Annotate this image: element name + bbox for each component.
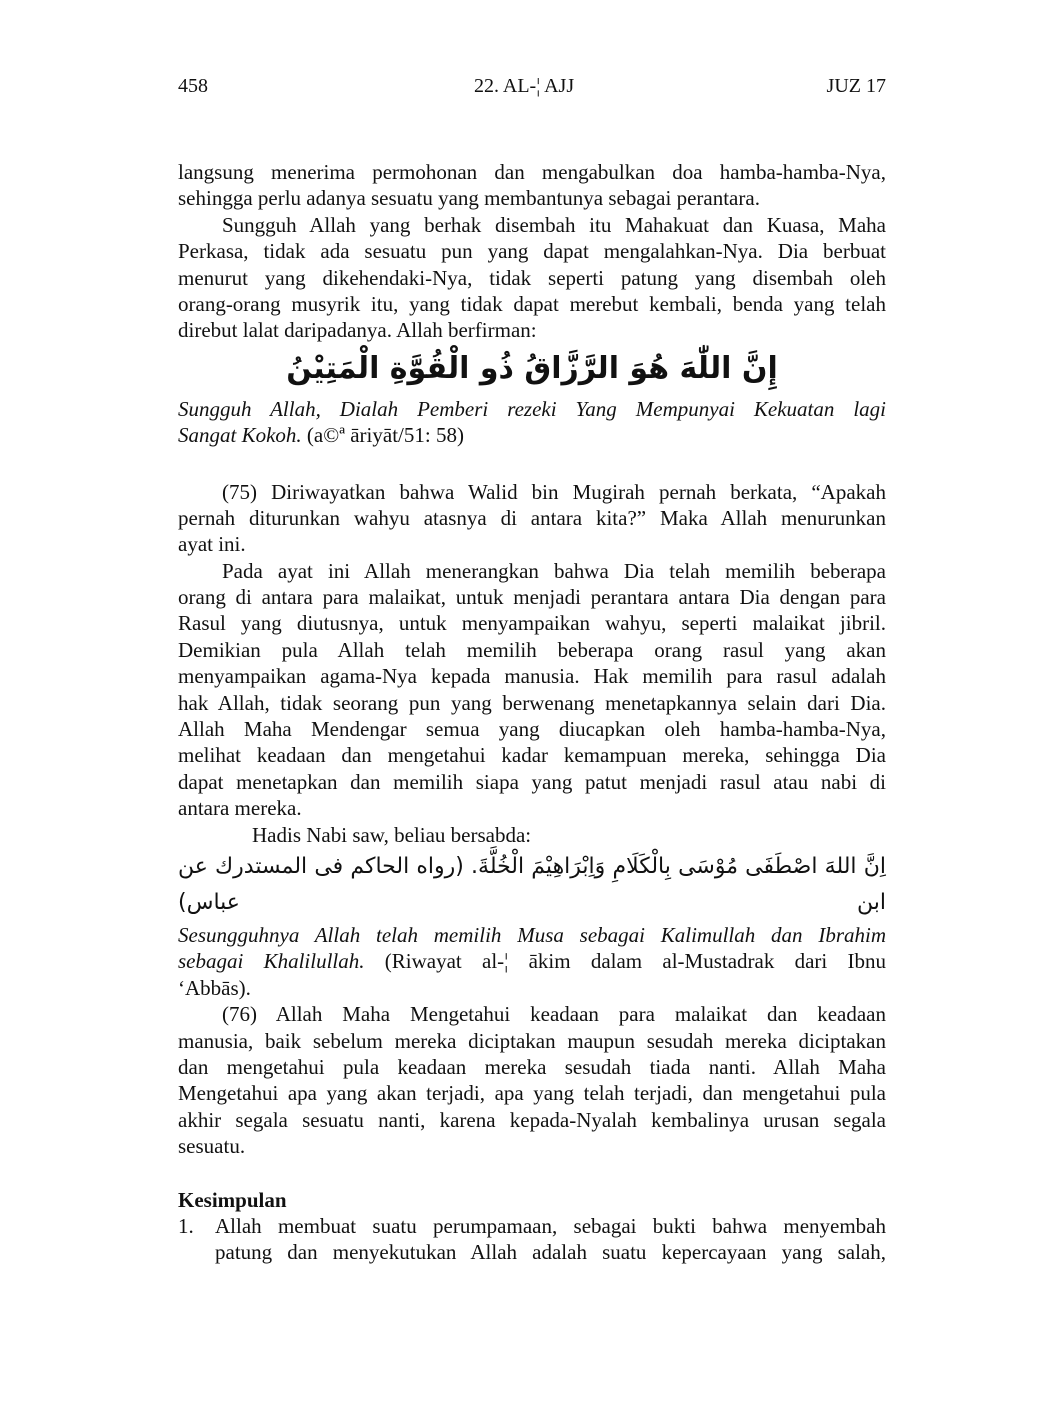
paragraph [178,212,886,344]
text-line: akhir segala sesuatu nanti, karena kepada-Nyalah kembalinya urusan segala [178,1107,886,1132]
section-heading: Kesimpulan [178,1187,287,1212]
text-line: menurut yang dikehendaki-Nya, tidak seperti patung yang disembah oleh [178,265,886,290]
text-line: Perkasa, tidak ada sesuatu pun yang dapat mengalahkan-Nya. Dia berbuat [178,239,886,264]
text-line [178,948,886,974]
verse-reference: (a©ª āriyāt/51: 58) [301,423,464,448]
list-item-text [215,1213,886,1266]
list-item [178,1213,886,1266]
text-line: menyampaikan agama-Nya kepada manusia. Hak memilih para rasul adalah [178,664,886,689]
text-line: Rasul yang diutusnya, untuk menyampaikan wahyu, seperti malaikat jibril. [178,611,886,636]
paragraph [178,159,886,212]
text-line: Allah Maha Mendengar semua yang diucapkan oleh hamba-hamba-Nya, [178,717,886,742]
paragraph [178,479,886,558]
text-line: ayat ini. [178,532,246,557]
verse-translation [178,396,886,449]
text-line: hak Allah, tidak seorang pun yang berwenang menetapkannya selain dari Dia. [178,690,886,715]
text-line: ‘Abbās). [178,975,251,1000]
text-line: (75) Diriwayatkan bahwa Walid bin Mugirah pernah berkata, “Apakah [222,479,886,504]
text-line: manusia, baik sebelum mereka diciptakan maupun sesudah mereka diciptakan [178,1028,886,1053]
text-line: direbut lalat daripadanya. Allah berfirman: [178,318,537,343]
text-line [178,422,886,448]
text-line: (76) Allah Maha Mengetahui keadaan para malaikat dan keadaan [222,1002,886,1027]
text-line: Sungguh Allah yang berhak disembah itu Mahakuat dan Kuasa, Maha [222,212,886,237]
text-line: sesuatu. [178,1134,246,1159]
text-line: patung dan menyekutukan Allah adalah suatu kepercayaan yang salah, [215,1240,886,1265]
paragraph [178,558,886,822]
text-line: langsung menerima permohonan dan mengabulkan doa hamba-hamba-Nya, [178,160,886,184]
text-line: Pada ayat ini Allah menerangkan bahwa Dia telah memilih beberapa [222,558,886,583]
running-header [178,75,886,101]
text-line: orang di antara para malaikat, untuk menjadi perantara antara Dia dengan para [178,585,886,610]
text-line: sehingga perlu adanya sesuatu yang membantunya sebagai perantara. [178,186,760,211]
hadith-intro: Hadis Nabi saw, beliau bersabda: [252,822,532,847]
text-line: Mengetahui apa yang akan terjadi, apa yang telah terjadi, dan mengetahui pula [178,1081,886,1106]
surah-title: 22. AL-¦ AJJ [474,75,575,97]
text-line: orang-orang musyrik itu, yang tidak dapat merebut kembali, benda yang telah [178,291,886,316]
text-line: dan mengetahui pula keadaan mereka sesudah tiada nanti. Allah Maha [178,1054,886,1079]
quran-verse-arabic: إِنَّ اللّٰهَ هُوَ الرَّزَّاقُ ذُو الْقُوَّةِ الْمَتِيْنُ [286,350,778,386]
text-line: Sungguh Allah, Dialah Pemberi rezeki Yang Mempunyai Kekuatan lagi [178,396,886,421]
text-line: antara mereka. [178,796,302,821]
hadith-reference: (Riwayat al-¦ ākim dalam al-Mustadrak dari Ibnu [364,949,886,974]
hadith-arabic: اِنَّ اللهَ اصْطَفَى مُوْسَى بِالْكَلَامِ وَاِبْرَاهِيْمَ الْخُلَّةَ. (رواه الحاكم فى المستدرك عن ابن عباس) [178,853,886,915]
paragraph [178,1001,886,1159]
page-number: 458 [178,75,208,97]
page-body [178,159,886,1266]
text-line: pernah diturunkan wahyu atasnya di antara kita?” Maka Allah menurunkan [178,505,886,530]
translation-text: Sangat Kokoh. [178,423,302,448]
list-number: 1. [178,1213,194,1238]
text-line: Sesungguhnya Allah telah memilih Musa sebagai Kalimullah dan Ibrahim [178,922,886,947]
text-line: Allah membuat suatu perumpamaan, sebagai bukti bahwa menyembah [215,1213,886,1238]
text-line: melihat keadaan dan mengetahui kadar kemampuan mereka, sehingga Dia [178,743,886,768]
hadith-translation [178,922,886,1001]
juz-label: JUZ 17 [826,75,886,97]
translation-text: sebagai Khalilullah. [178,949,365,974]
text-line: dapat menetapkan dan memilih siapa yang patut menjadi rasul atau nabi di [178,769,886,794]
text-line: Demikian pula Allah telah memilih beberapa orang rasul yang akan [178,637,886,662]
